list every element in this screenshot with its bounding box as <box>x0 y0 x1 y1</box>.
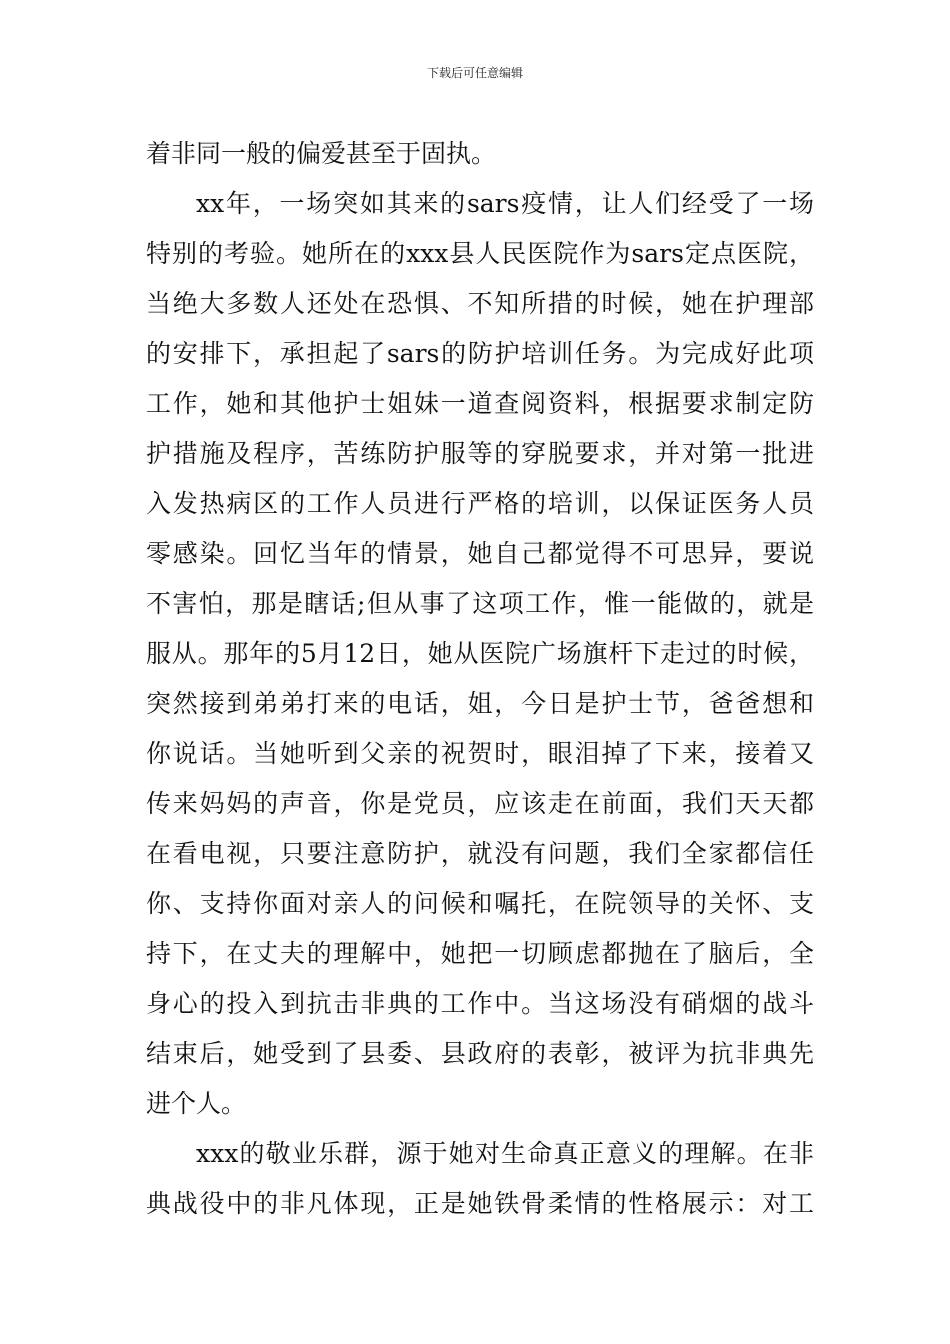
text-line: 典战役中的非凡体现，正是她铁骨柔情的性格展示：对工 <box>146 1189 814 1218</box>
text-line: 入发热病区的工作人员进行严格的培训，以保证医务人员 <box>146 489 814 518</box>
text-line: 着非同一般的偏爱甚至于固执。 <box>146 139 497 168</box>
text-line: 进个人。 <box>146 1089 247 1118</box>
text-line: 当绝大多数人还处在恐惧、不知所措的时候，她在护理部 <box>146 289 814 318</box>
text-line: 服从。那年的5月12日，她从医院广场旗杆下走过的时候， <box>146 639 814 668</box>
text-line: 持下，在丈夫的理解中，她把一切顾虑都抛在了脑后，全 <box>146 939 814 968</box>
text-line: 护措施及程序，苦练防护服等的穿脱要求，并对第一批进 <box>146 439 814 468</box>
paragraph-2 <box>146 179 814 1129</box>
page-header: 下载后可任意编辑 <box>426 66 523 80</box>
text-line: 传来妈妈的声音，你是党员，应该走在前面，我们天天都 <box>146 789 814 818</box>
text-line: 特别的考验。她所在的xxx县人民医院作为sars定点医院， <box>146 239 814 268</box>
text-line: 结束后，她受到了县委、县政府的表彰，被评为抗非典先 <box>146 1039 814 1068</box>
text-line: 的安排下，承担起了sars的防护培训任务。为完成好此项 <box>146 339 814 368</box>
text-line: 你、支持你面对亲人的问候和嘱托，在院领导的关怀、支 <box>146 889 814 918</box>
text-line: xxx的敬业乐群，源于她对生命真正意义的理解。在非 <box>196 1139 814 1168</box>
text-line: 你说话。当她听到父亲的祝贺时，眼泪掉了下来，接着又 <box>146 739 814 768</box>
text-line: 零感染。回忆当年的情景，她自己都觉得不可思异，要说 <box>146 539 814 568</box>
text-line: 身心的投入到抗击非典的工作中。当这场没有硝烟的战斗 <box>146 989 814 1018</box>
text-line: 工作，她和其他护士姐妹一道查阅资料，根据要求制定防 <box>146 389 814 418</box>
document-body <box>146 129 814 1229</box>
paragraph-3 <box>146 1129 814 1229</box>
paragraph-1 <box>146 129 814 179</box>
text-line: 不害怕，那是瞎话;但从事了这项工作，惟一能做的，就是 <box>146 589 814 618</box>
text-line: 在看电视，只要注意防护，就没有问题，我们全家都信任 <box>146 839 814 868</box>
text-line: xx年，一场突如其来的sars疫情，让人们经受了一场 <box>196 189 814 218</box>
text-line: 突然接到弟弟打来的电话，姐，今日是护士节，爸爸想和 <box>146 689 814 718</box>
